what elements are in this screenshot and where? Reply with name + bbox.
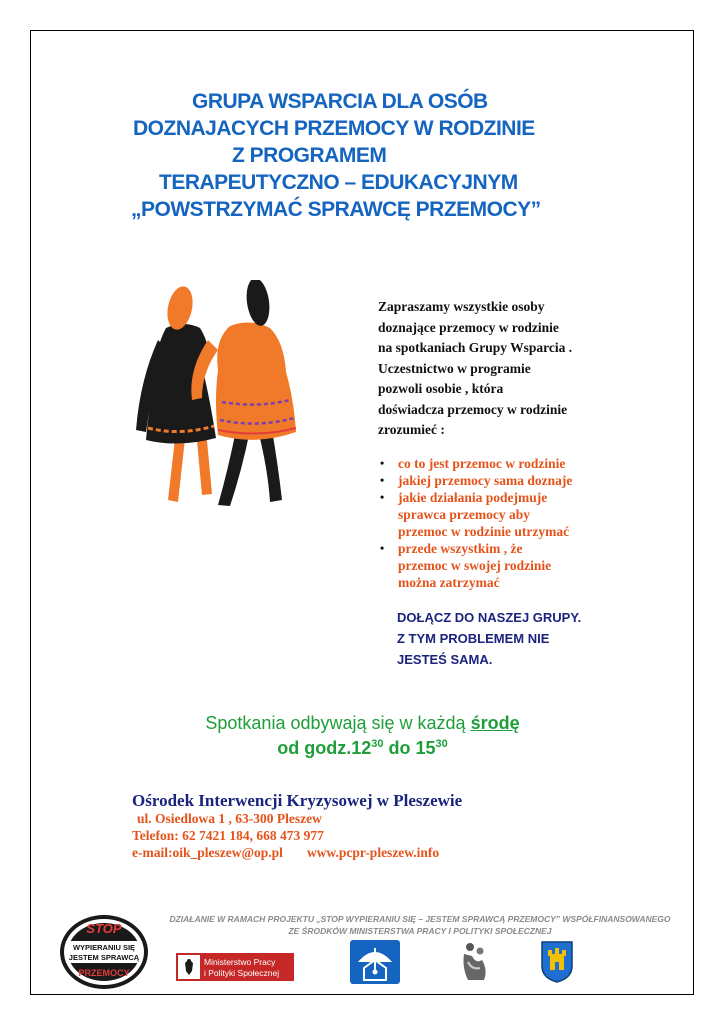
stop-logo-line2: JESTEM SPRAWCĄ: [68, 953, 140, 962]
bullet-icon: •: [380, 490, 385, 504]
list-item-line: przemoc w swojej rodzinie: [398, 558, 552, 573]
benefits-list: [378, 455, 678, 591]
ministry-logo: [176, 953, 294, 981]
stop-violence-logo: [56, 912, 152, 992]
list-item-line: przemoc w rodzinie utrzymać: [398, 524, 570, 539]
bullet-icon: •: [380, 456, 385, 470]
organization-address: ul. Osiedlowa 1 , 63-300 Pleszew: [137, 811, 322, 826]
meeting-hours-prefix: od godz.12: [277, 738, 372, 758]
organization-email[interactable]: e-mail:oik_pleszew@op.pl: [132, 845, 283, 860]
two-figures-illustration: [118, 280, 318, 510]
list-item-line: jakiej przemocy sama doznaje: [398, 473, 573, 488]
stop-logo-bottom: PRZEMOCY: [78, 968, 130, 978]
list-item: [378, 489, 678, 540]
list-item: [378, 540, 678, 591]
join-call-to-action: [397, 607, 581, 670]
title-line: Z PROGRAMEM: [232, 144, 387, 167]
project-footer: [150, 913, 690, 937]
meeting-hours-mid: do 15: [383, 738, 436, 758]
house-umbrella-logo: [350, 940, 400, 984]
list-item: [378, 455, 678, 472]
meeting-day: [0, 713, 725, 734]
meeting-day-text: Spotkania odbywają się w każdą: [205, 713, 471, 733]
poster-title: [100, 88, 600, 223]
footer-line: ZE ŚRODKÓW MINISTERSTWA PRACY I POLITYKI SPOŁECZNEJ: [288, 926, 552, 936]
join-line: JESTEŚ SAMA.: [397, 652, 493, 667]
title-line: TERAPEUTYCZNO – EDUKACYJNYM: [159, 171, 518, 194]
ministry-logo-line1: Ministerstwo Pracy: [204, 957, 276, 967]
ministry-logo-line2: i Polityki Społecznej: [204, 968, 280, 978]
bullet-icon: •: [380, 541, 385, 555]
intro-line: Uczestnictwo w programie: [378, 360, 531, 376]
list-item: [378, 472, 678, 489]
organization-phone: Telefon: 62 7421 184, 668 473 977: [132, 828, 324, 843]
organization-contact: [132, 845, 439, 861]
footer-line: DZIAŁANIE W RAMACH PROJEKTU „STOP WYPIERANIU SIĘ – JESTEM SPRAWCĄ PRZEMOCY” WSPÓŁFINANSOWANEGO: [169, 914, 671, 924]
intro-line: zrozumieć :: [378, 422, 445, 437]
stop-logo-line1: WYPIERANIU SIĘ: [72, 943, 136, 952]
title-line: GRUPA WSPARCIA DLA OSÓB: [192, 90, 488, 113]
list-item-line: można zatrzymać: [398, 575, 500, 590]
intro-line: doznające przemocy w rodzinie: [378, 319, 559, 335]
start-minutes: 30: [371, 738, 384, 750]
meeting-day-name: środę: [470, 713, 520, 733]
intro-line: doświadcza przemocy w rodzinie: [378, 401, 568, 417]
intro-paragraph: [378, 297, 678, 441]
list-item-line: sprawca przemocy aby: [398, 507, 530, 522]
intro-line: na spotkaniach Grupy Wsparcia .: [378, 340, 573, 355]
meeting-hours: [0, 738, 725, 759]
list-item-line: jakie działania podejmuje: [398, 490, 548, 505]
list-item-line: przede wszystkim , że: [398, 541, 523, 556]
intro-line: pozwoli osobie , która: [378, 381, 504, 396]
join-line: Z TYM PROBLEMEM NIE: [397, 631, 550, 646]
figures-logo: [458, 940, 490, 984]
title-line: DOZNAJACYCH PRZEMOCY W RODZINIE: [133, 117, 535, 140]
end-minutes: 30: [435, 738, 448, 750]
organization-website[interactable]: www.pcpr-pleszew.info: [306, 845, 440, 860]
organization-name: Ośrodek Interwencji Kryzysowej w Pleszewie: [132, 791, 463, 810]
stop-logo-top: STOP: [86, 921, 122, 936]
title-line: „POWSTRZYMAĆ SPRAWCĘ PRZEMOCY”: [131, 198, 541, 221]
bullet-icon: •: [380, 473, 385, 487]
coat-of-arms-logo: [540, 940, 574, 984]
join-line: DOŁĄCZ DO NASZEJ GRUPY.: [397, 610, 582, 625]
list-item-line: co to jest przemoc w rodzinie: [398, 456, 566, 471]
intro-line: Zapraszamy wszystkie osoby: [378, 299, 545, 314]
